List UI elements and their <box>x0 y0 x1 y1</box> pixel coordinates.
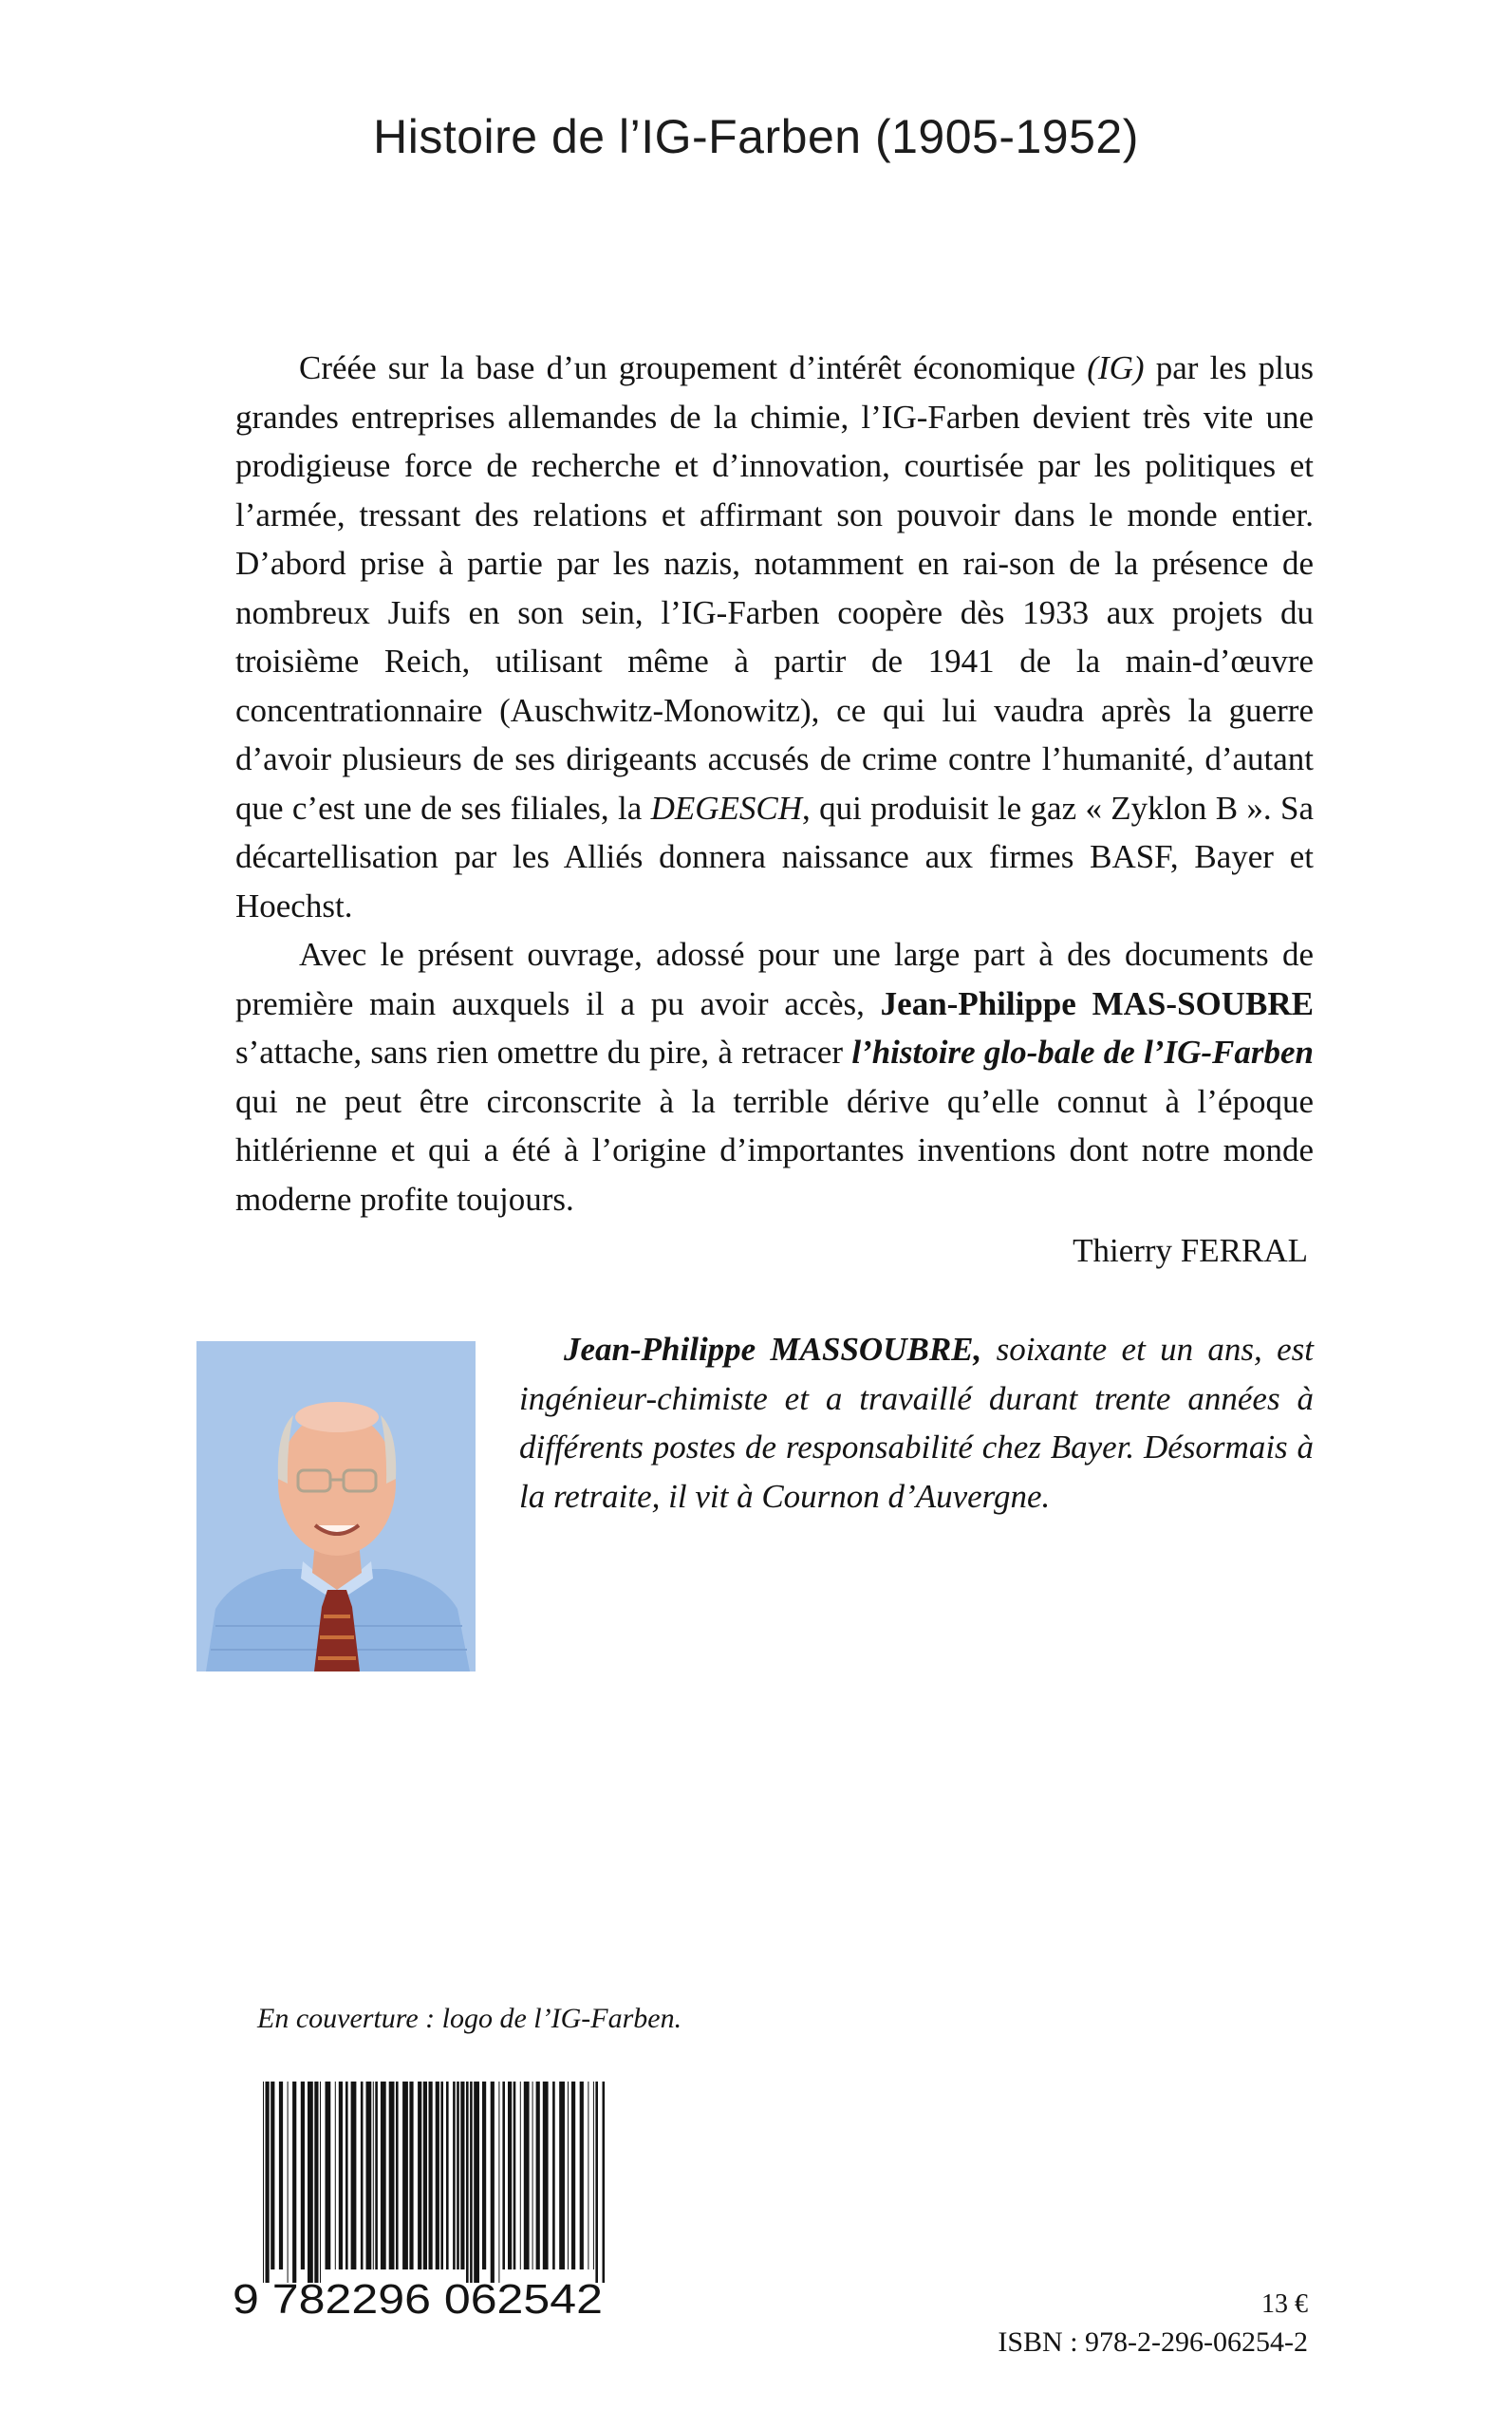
barcode-bar <box>460 2082 464 2269</box>
barcode-bar <box>345 2082 348 2269</box>
barcode <box>233 2082 607 2317</box>
barcode-bar <box>568 2082 569 2269</box>
barcode-bar <box>470 2082 473 2283</box>
barcode-bar <box>396 2082 399 2269</box>
barcode-bar <box>271 2082 274 2269</box>
barcode-bar <box>603 2082 606 2283</box>
barcode-bar <box>436 2082 439 2269</box>
barcode-bar <box>375 2082 378 2269</box>
barcode-bar <box>402 2082 408 2269</box>
barcode-bar <box>466 2082 469 2283</box>
barcode-bar <box>339 2082 343 2269</box>
barcode-bar <box>453 2082 456 2269</box>
price: 13 € <box>1261 2289 1308 2319</box>
barcode-bar <box>301 2082 305 2269</box>
barcode-bar <box>389 2082 395 2269</box>
barcode-bar <box>423 2082 427 2269</box>
barcode-bar <box>520 2082 521 2269</box>
barcode-bar <box>559 2082 565 2269</box>
barcode-bar <box>440 2082 443 2269</box>
cover-note: En couverture : logo de l’IG-Farben. <box>257 2003 682 2034</box>
barcode-bar <box>482 2082 486 2269</box>
barcode-bar <box>361 2082 364 2269</box>
barcode-bar <box>595 2082 598 2283</box>
barcode-bar <box>513 2082 516 2269</box>
barcode-bar <box>446 2082 449 2269</box>
barcode-bar <box>580 2082 584 2269</box>
signature: Thierry FERRAL <box>1073 1232 1308 1269</box>
barcode-bar <box>314 2082 318 2283</box>
barcode-bar <box>552 2082 555 2269</box>
summary-paragraph-2: Avec le présent ouvrage, adossé pour une large part à des documents de première main auxquels il a pu avoir accès, Jean-Philippe MAS-SOUBRE s’attache, sans rien omettre du pire, à retracer l’histoire glo-bale de l’IG-Farben qui ne peut être circonscrite à la terrible dérive qu’elle connut à l’époque hitlérienne et qui a été à l’origine d’importantes inventions dont notre monde moderne profite toujours. <box>235 936 1314 1218</box>
barcode-bar <box>532 2082 533 2269</box>
barcode-bar <box>498 2082 499 2283</box>
barcode-bar <box>292 2082 296 2283</box>
barcode-bar <box>409 2082 413 2269</box>
barcode-bar <box>571 2082 575 2269</box>
barcode-bar <box>320 2082 321 2283</box>
barcode-bar <box>502 2082 505 2269</box>
book-summary <box>235 344 1314 1223</box>
barcode-bar <box>491 2082 495 2283</box>
summary-paragraph-1: Créée sur la base d’un groupement d’intérêt économique (IG) par les plus grandes entreprises allemandes de la chimie, l’IG-Farben devient très vite une prodigieuse force de recherche et d’innovation, courtisée par les politiques et l’armée, tressant des relations et affirmant son pouvoir dans le monde entier. D’abord prise à partie par les nazis, notamment en rai-son de la présence de nombreux Juifs en son sein, l’IG-Farben coopère dès 1933 aux projets du troisième Reich, utilisant même à partir de 1941 de la main-d’œuvre concentrationnaire (Auschwitz-Monowitz), ce qui lui vaudra après la guerre d’avoir plusieurs de ses dirigeants accusés de crime contre l’humanité, d’autant que c’est une de ses filiales, la DEGESCH, qui produisit le gaz « Zyklon B ». Sa décartellisation par les Alliés donnera naissance aux firmes BASF, Bayer et Hoechst. <box>235 349 1315 924</box>
barcode-bar <box>536 2082 540 2269</box>
barcode-bar <box>381 2082 386 2269</box>
barcode-bar <box>593 2082 594 2269</box>
barcode-bar <box>366 2082 372 2269</box>
isbn: ISBN : 978-2-296-06254-2 <box>998 2326 1308 2358</box>
barcode-bar <box>351 2082 357 2269</box>
barcode-bar <box>263 2082 264 2283</box>
barcode-digits: 9 782296 062542 <box>233 2276 603 2317</box>
barcode-bar <box>308 2082 313 2283</box>
barcode-bar <box>524 2082 530 2269</box>
barcode-bar <box>335 2082 336 2269</box>
barcode-bar <box>543 2082 549 2269</box>
barcode-bar <box>326 2082 331 2269</box>
barcode-bar <box>418 2082 421 2269</box>
barcode-bar <box>429 2082 433 2269</box>
barcode-bar <box>279 2082 283 2269</box>
author-bio: Jean-Philippe MASSOUBRE, soixante et un ans, est ingénieur-chimiste et a travaillé durant trente années à différents postes de responsabilité chez Bayer. Désormais à la retraite, il vit à Cournon d’Auvergne. <box>519 1331 1314 1515</box>
author-photo <box>196 1341 476 1671</box>
barcode-bar <box>457 2082 459 2269</box>
book-title: Histoire de l’IG-Farben (1905-1952) <box>373 110 1139 163</box>
barcode-bar <box>373 2082 374 2269</box>
barcode-bar <box>474 2082 479 2283</box>
barcode-bar <box>508 2082 512 2269</box>
author-name: Jean-Philippe MASSOUBRE, <box>564 1331 982 1368</box>
barcode-bar <box>266 2082 270 2283</box>
barcode-bar <box>288 2082 289 2283</box>
